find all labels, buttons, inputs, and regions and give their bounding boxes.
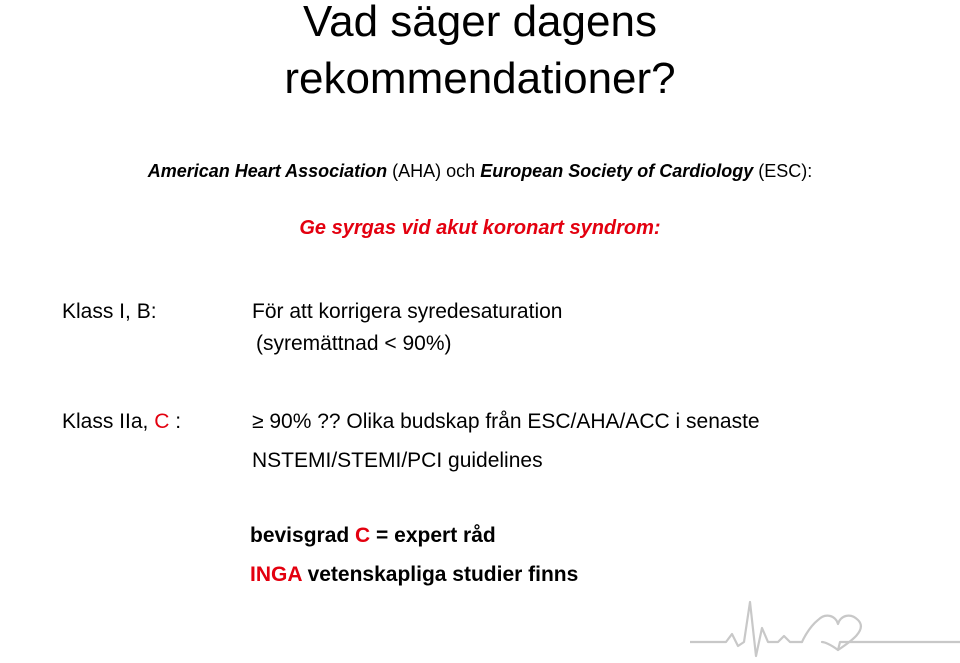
recommendation-heading: Ge syrgas vid akut koronart syndrom: xyxy=(299,217,661,239)
class-2a-text-line-2: NSTEMI/STEMI/PCI guidelines xyxy=(252,449,543,472)
evidence-note-line xyxy=(250,561,578,589)
evidence-level-c: C xyxy=(355,524,371,547)
slide-title-line-2: rekommendationer? xyxy=(284,54,676,103)
class-2a-label-suffix: : xyxy=(169,410,182,433)
evidence-note-rest: vetenskapliga studier finns xyxy=(301,563,579,586)
class-2a-evidence-level: C xyxy=(154,410,170,433)
class-1-text-line-1: För att korrigera syredesaturation xyxy=(252,300,563,323)
ecg-line-tail xyxy=(838,642,960,650)
heart-outline xyxy=(802,616,861,650)
aha-name: American Heart Association xyxy=(147,161,388,181)
evidence-highlight-inga: INGA xyxy=(250,563,302,586)
ecg-line xyxy=(690,602,802,656)
class-1-text-line-2: (syremättnad < 90%) xyxy=(256,332,452,355)
evidence-level-line xyxy=(250,522,496,550)
aha-abbr: (AHA) och xyxy=(387,161,481,181)
evidence-prefix: bevisgrad xyxy=(250,524,356,547)
esc-abbr: (ESC): xyxy=(753,161,813,181)
slide-title-line-1: Vad säger dagens xyxy=(303,0,657,46)
class-2a-text-line-1: ≥ 90% ?? Olika budskap från ESC/AHA/ACC i senaste xyxy=(252,410,760,433)
class-1-label: Klass I, B: xyxy=(62,300,157,323)
ecg-heart-line-icon xyxy=(690,598,960,660)
class-2a-label-prefix: Klass IIa, xyxy=(62,410,155,433)
esc-name: European Society of Cardiology xyxy=(480,161,754,181)
evidence-suffix: = expert råd xyxy=(370,524,496,547)
guideline-source xyxy=(0,158,960,184)
class-2a-label xyxy=(62,408,181,436)
